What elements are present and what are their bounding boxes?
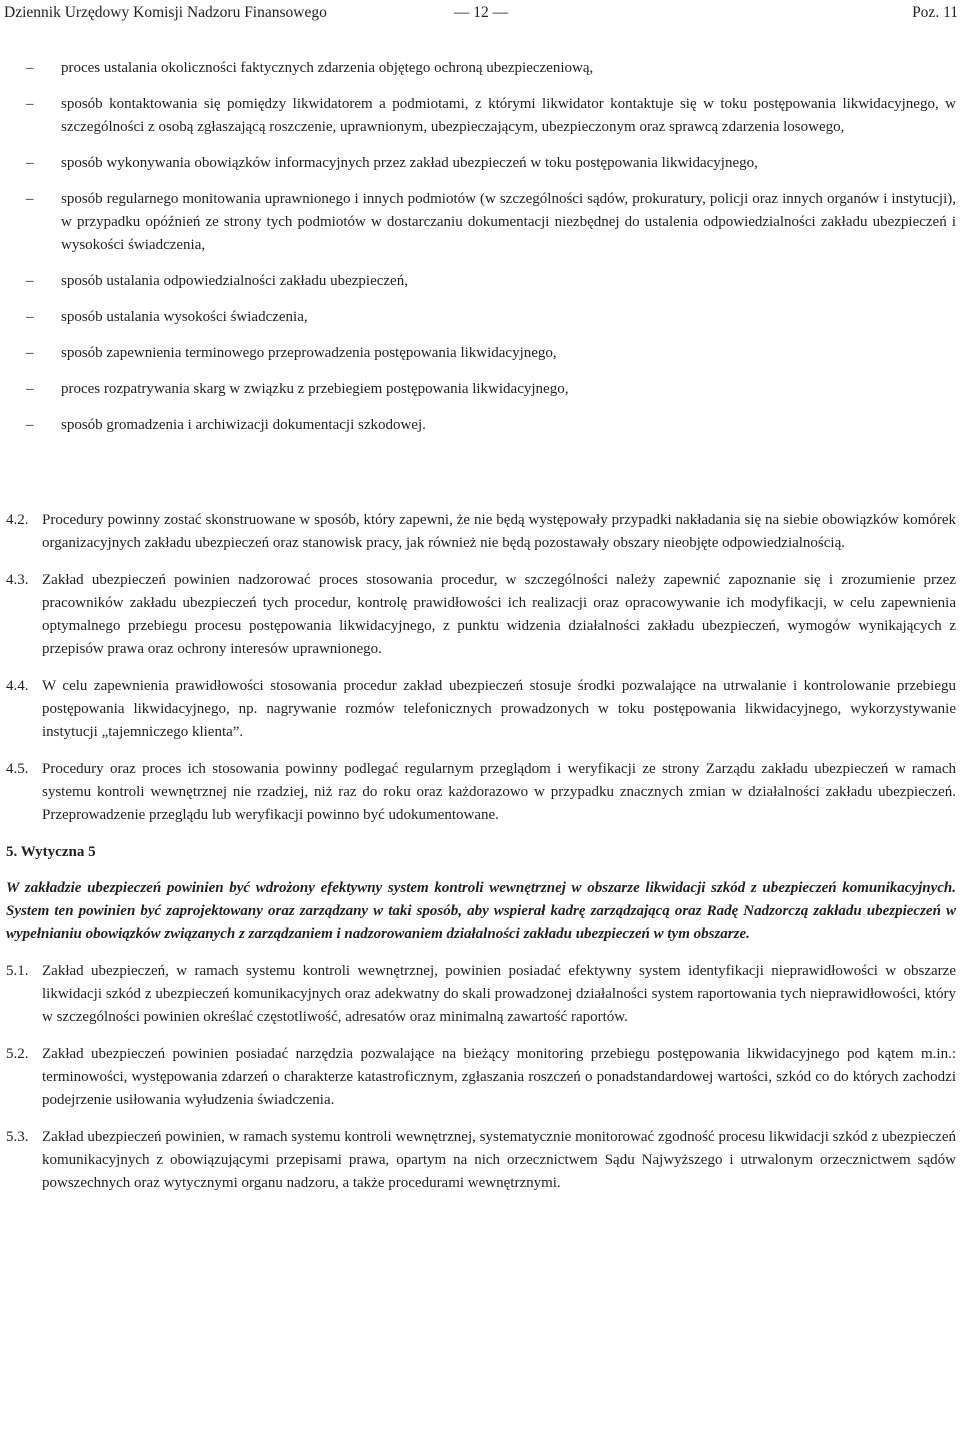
dash-marker: – — [26, 381, 34, 397]
guideline-heading: 5. Wytyczna 5 — [6, 844, 96, 860]
section-number: 4.4. — [6, 678, 29, 694]
list-item — [26, 342, 956, 365]
section-text: Zakład ubezpieczeń powinien nadzorować proces stosowania procedur, w szczególności należy zapewnić zapoznanie się i zrozumienie przez pracowników zakładu ubezpieczeń tych procedur, kontrolę prawidłowości ich realizacji oraz opracowywanie ich modyfikacji, w celu zapewnienia optymalnego przebiegu procesu postępowania likwidacyjnego, z punktu widzenia działalności zakładu ubezpieczeń, wymogów wynikających z przepisów prawa oraz ochrony interesów uprawnionego. — [42, 572, 956, 657]
section-text: Procedury oraz proces ich stosowania powinny podlegać regularnym przeglądom i weryfikacji ze strony Zarządu zakładu ubezpieczeń w ramach systemu kontroli wewnętrznej nie rzadziej, niż raz do roku oraz każdorazowo w przypadku znacznych zmian w działalności zakładu ubezpieczeń. Przeprowadzenie przeglądu lub weryfikacji powinno być udokumentowane. — [42, 761, 956, 823]
list-item-text: proces rozpatrywania skarg w związku z przebiegiem postępowania likwidacyjnego, — [61, 381, 569, 397]
section-4-3 — [6, 569, 956, 661]
list-item-text: sposób regularnego monitowania uprawnionego i innych podmiotów (w szczególności sądów, prokuratury, policji oraz innych organów i instytucji), w przypadku opóźnień ze strony tych podmiotów w dostarczaniu dokumentacji niezbędnej do ustalenia odpowiedzialności zakładu ubezpieczeń i wysokości świadczenia, — [61, 191, 956, 253]
dash-marker: – — [26, 60, 34, 76]
list-item — [26, 378, 956, 401]
dash-marker: – — [26, 417, 34, 433]
position-label: Poz. 11 — [912, 3, 958, 21]
section-text: Zakład ubezpieczeń powinien, w ramach systemu kontroli wewnętrznej, systematycznie monitorować zgodność procesu likwidacji szkód z ubezpieczeń komunikacyjnych z obowiązującymi przepisami prawa, opartym na nich orzecznictwem Sądu Najwyższego i utrwalonym orzecznictwem sądów powszechnych oraz wytycznymi organu nadzoru, a także procedurami wewnętrznymi. — [42, 1129, 956, 1191]
dash-marker: – — [26, 155, 34, 171]
section-number: 5.3. — [6, 1129, 29, 1145]
list-item — [26, 152, 956, 175]
dash-marker: – — [26, 96, 34, 112]
section-5-3 — [6, 1126, 956, 1195]
dash-marker: – — [26, 273, 34, 289]
page-number: — 12 — — [453, 3, 509, 21]
list-item-text: sposób ustalania wysokości świadczenia, — [61, 309, 308, 325]
list-item — [26, 306, 956, 329]
guideline-intro: W zakładzie ubezpieczeń powinien być wdrożony efektywny system kontroli wewnętrznej w obszarze likwidacji szkód z ubezpieczeń komunikacyjnych. System ten powinien być zaprojektowany oraz zarządzany w taki sposób, aby wspierał kadrę zarządzającą oraz Radę Nadzorczą zakładu ubezpieczeń w wypełnianiu obowiązków związanych z zarządzaniem i nadzorowaniem działalności zakładu ubezpieczeń w tym obszarze. — [6, 880, 956, 942]
page-header — [4, 0, 958, 24]
section-number: 5.2. — [6, 1046, 29, 1062]
section-4-2 — [6, 509, 956, 555]
list-item — [26, 414, 956, 437]
sections-body — [6, 509, 956, 1209]
section-5-2 — [6, 1043, 956, 1112]
list-item — [26, 93, 956, 139]
list-item — [26, 188, 956, 257]
section-number: 4.2. — [6, 512, 29, 528]
section-4-5 — [6, 758, 956, 827]
list-item-text: sposób ustalania odpowiedzialności zakładu ubezpieczeń, — [61, 273, 408, 289]
section-number: 4.3. — [6, 572, 29, 588]
list-item — [26, 57, 956, 80]
list-item-text: sposób wykonywania obowiązków informacyjnych przez zakład ubezpieczeń w toku postępowania likwidacyjnego, — [61, 155, 758, 171]
section-text: Procedury powinny zostać skonstruowane w sposób, który zapewni, że nie będą występowały przypadki nakładania się na siebie obowiązków komórek organizacyjnych zakładu ubezpieczeń oraz stanowisk pracy, jak również nie będą pozostawały obszary nieobjęte odpowiedzialnością. — [42, 512, 956, 551]
list-item — [26, 270, 956, 293]
section-number: 4.5. — [6, 761, 29, 777]
dash-marker: – — [26, 345, 34, 361]
section-4-4 — [6, 675, 956, 744]
section-text: W celu zapewnienia prawidłowości stosowania procedur zakład ubezpieczeń stosuje środki pozwalające na utrwalanie i kontrolowanie przebiegu postępowania likwidacyjnego, np. nagrywanie rozmów telefonicznych prowadzonych w toku postępowania likwidacyjnego, wykorzystywanie instytucji „tajemniczego klienta”. — [42, 678, 956, 740]
section-number: 5.1. — [6, 963, 29, 979]
section-5-1 — [6, 960, 956, 1029]
journal-title: Dziennik Urzędowy Komisji Nadzoru Finansowego — [4, 3, 327, 21]
dash-marker: – — [26, 191, 34, 207]
dash-marker: – — [26, 309, 34, 325]
list-item-text: sposób gromadzenia i archiwizacji dokumentacji szkodowej. — [61, 417, 426, 433]
list-item-text: sposób zapewnienia terminowego przeprowadzenia postępowania likwidacyjnego, — [61, 345, 557, 361]
list-item-text: proces ustalania okoliczności faktycznych zdarzenia objętego ochroną ubezpieczeniową, — [61, 60, 594, 76]
list-item-text: sposób kontaktowania się pomiędzy likwidatorem a podmiotami, z którymi likwidator kontaktuje się w toku postępowania likwidacyjnego, w szczególności z osobą zgłaszającą roszczenie, uprawnionym, ubezpieczającym, ubezpieczonym oraz sprawcą zdarzenia losowego, — [61, 96, 956, 135]
procedure-bullet-list — [26, 57, 956, 450]
section-text: Zakład ubezpieczeń powinien posiadać narzędzia pozwalające na bieżący monitoring przebiegu postępowania likwidacyjnego pod kątem m.in.: terminowości, występowania zdarzeń o charakterze katastroficznym, zgłaszania roszczeń o ponadstandardowej wartości, szkód co do których zachodzi podejrzenie usiłowania wyłudzenia świadczenia. — [42, 1046, 956, 1108]
section-text: Zakład ubezpieczeń, w ramach systemu kontroli wewnętrznej, powinien posiadać efektywny system identyfikacji nieprawidłowości w obszarze likwidacji szkód z ubezpieczeń komunikacyjnych oraz adekwatny do skali prowadzonej działalności system raportowania tych nieprawidłowości, który w szczególności powinien określać częstotliwość, adresatów oraz minimalną zawartość raportów. — [42, 963, 956, 1025]
